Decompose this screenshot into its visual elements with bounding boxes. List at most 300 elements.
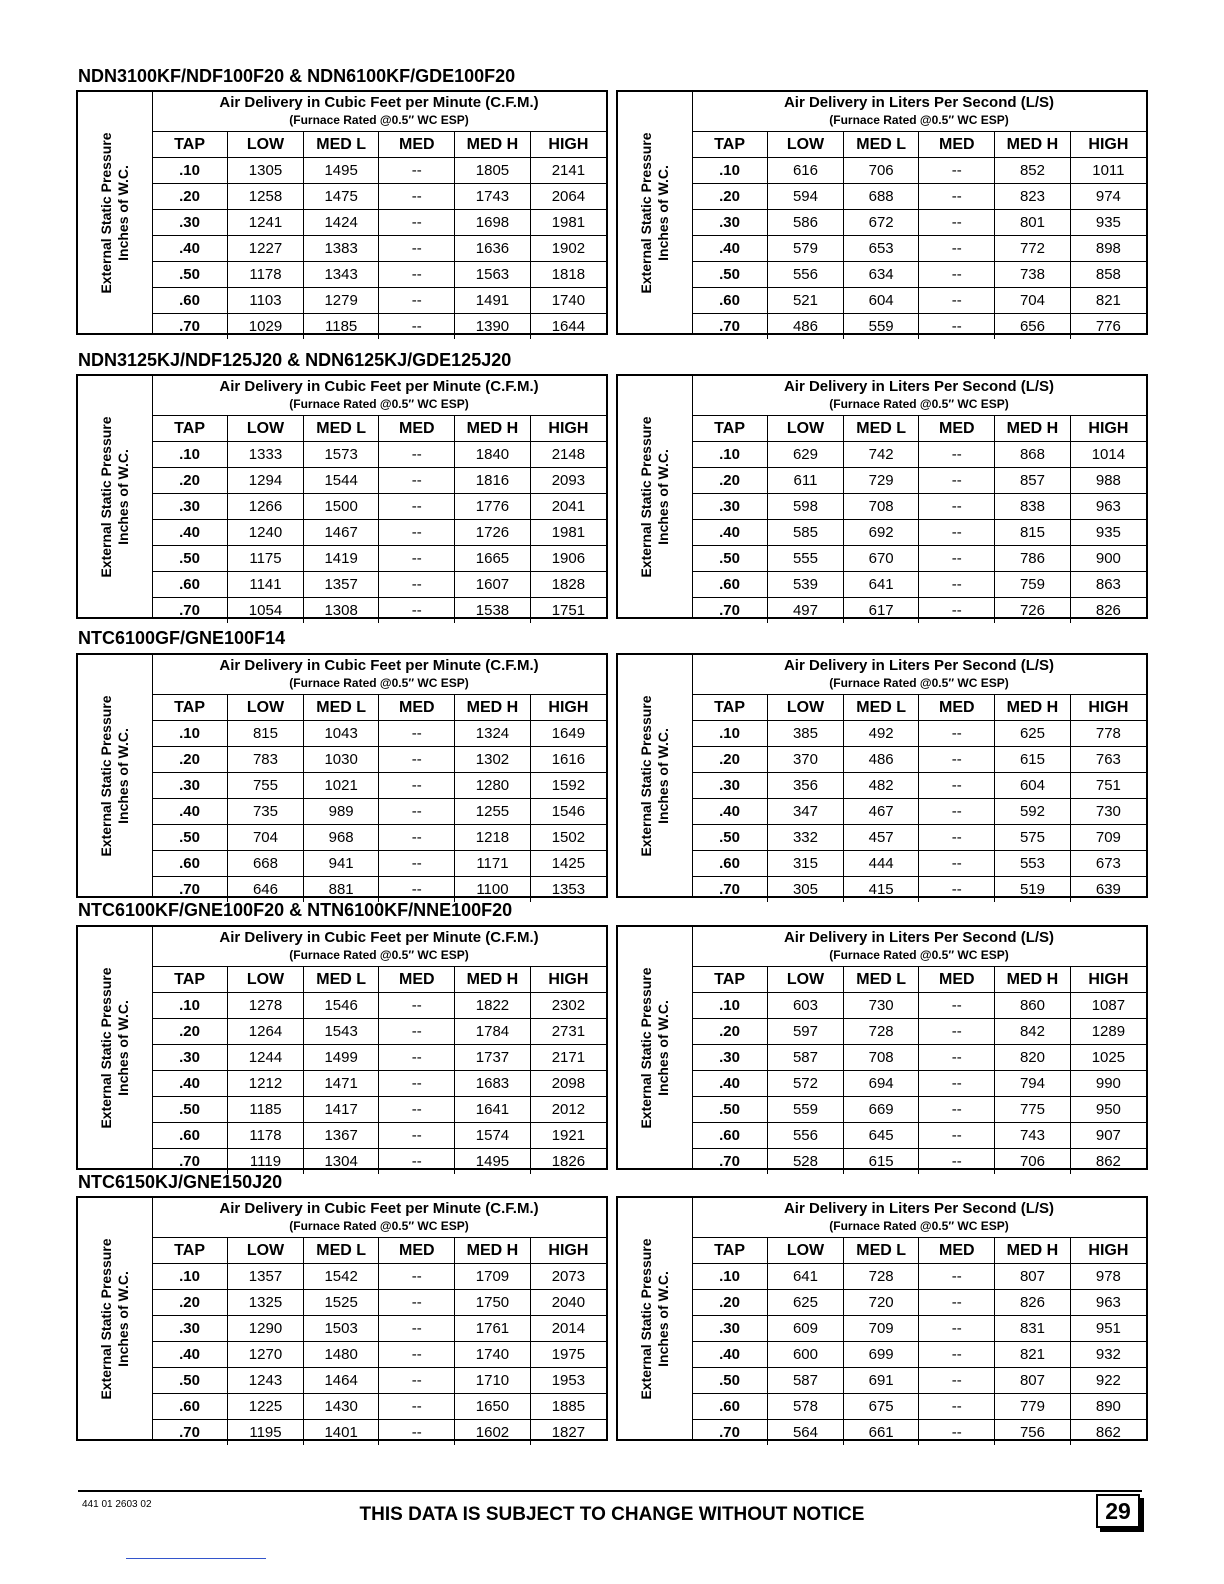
value-cell: --	[379, 877, 455, 903]
value-cell: 2093	[530, 468, 606, 494]
value-cell: 968	[303, 825, 379, 851]
table-row	[152, 1264, 606, 1290]
section-title: NDN3100KF/NDF100F20 & NDN6100KF/GDE100F20	[78, 66, 516, 86]
value-cell: 1353	[530, 877, 606, 903]
column-header: LOW	[228, 132, 304, 158]
tap-cell: .40	[152, 236, 228, 262]
ls-table	[616, 1196, 1148, 1441]
value-cell: 1212	[228, 1071, 304, 1097]
value-cell: 935	[1070, 520, 1146, 546]
value-cell: 951	[1070, 1316, 1146, 1342]
value-cell: --	[379, 1342, 455, 1368]
cfm-table	[76, 374, 608, 619]
value-cell: 1289	[1070, 1019, 1146, 1045]
tap-cell: .60	[152, 1123, 228, 1149]
column-header: MED H	[995, 1238, 1071, 1264]
table-row	[152, 598, 606, 624]
value-cell: 600	[768, 1342, 844, 1368]
value-cell: --	[379, 494, 455, 520]
table-row	[692, 993, 1146, 1019]
value-cell: 1367	[303, 1123, 379, 1149]
column-header: MED H	[455, 416, 531, 442]
value-cell: 1480	[303, 1342, 379, 1368]
tap-cell: .70	[179, 602, 200, 619]
table-row	[152, 851, 606, 877]
table-row	[152, 262, 606, 288]
table-subheading: (Furnace Rated @0.5″ WC ESP)	[829, 948, 1009, 962]
table-row	[692, 210, 1146, 236]
value-cell: 1644	[530, 314, 606, 340]
column-header: LOW	[228, 967, 304, 993]
tap-cell: .40	[152, 1342, 228, 1368]
table-header	[692, 1198, 1146, 1238]
value-cell: 347	[768, 799, 844, 825]
table-header	[692, 376, 1146, 416]
value-cell: 831	[995, 1316, 1071, 1342]
side-label-line1: External Static Pressure	[98, 966, 114, 1129]
value-cell: 305	[768, 877, 844, 903]
value-cell: --	[919, 877, 995, 903]
value-cell: --	[379, 314, 455, 340]
side-label-line2: Inches of W.C.	[115, 448, 131, 545]
value-cell: 556	[768, 1123, 844, 1149]
column-header: LOW	[228, 1238, 304, 1264]
table-row	[692, 468, 1146, 494]
value-cell: --	[919, 468, 995, 494]
value-cell: 669	[843, 1097, 919, 1123]
tap-cell: .10	[152, 993, 228, 1019]
tap-cell: .50	[152, 262, 228, 288]
value-cell: 1784	[455, 1019, 531, 1045]
value-cell: 1683	[455, 1071, 531, 1097]
table-row	[152, 799, 606, 825]
table-row	[152, 1097, 606, 1123]
value-cell: 572	[768, 1071, 844, 1097]
table-row	[692, 747, 1146, 773]
value-cell: 708	[843, 1045, 919, 1071]
column-header: MED L	[303, 695, 379, 721]
table-heading: Air Delivery in Cubic Feet per Minute (C.F.M.)	[219, 1200, 539, 1217]
tap-cell: .60	[692, 1123, 768, 1149]
value-cell: 807	[995, 1368, 1071, 1394]
table-subheading: (Furnace Rated @0.5″ WC ESP)	[829, 1219, 1009, 1233]
value-cell: 941	[303, 851, 379, 877]
column-header: MED H	[455, 695, 531, 721]
table-row	[692, 1019, 1146, 1045]
value-cell: 1538	[455, 598, 531, 624]
value-cell: --	[919, 1290, 995, 1316]
tap-cell: .50	[692, 1368, 768, 1394]
table-row	[692, 799, 1146, 825]
column-header: TAP	[152, 1238, 228, 1264]
tap-cell: .60	[152, 288, 228, 314]
column-header: HIGH	[1070, 416, 1146, 442]
table-row	[152, 546, 606, 572]
value-cell: 815	[228, 721, 304, 747]
section-title: NTC6100KF/GNE100F20 & NTN6100KF/NNE100F20	[78, 900, 513, 920]
value-cell: 863	[1070, 572, 1146, 598]
tap-cell: .10	[152, 158, 228, 184]
value-cell: 1333	[228, 442, 304, 468]
side-label-line1: External Static Pressure	[98, 415, 114, 578]
value-cell: 1294	[228, 468, 304, 494]
table-row	[692, 773, 1146, 799]
value-cell: 1975	[530, 1342, 606, 1368]
value-cell: 1011	[1070, 158, 1146, 184]
tap-cell: .60	[692, 1394, 768, 1420]
value-cell: 553	[995, 851, 1071, 877]
value-cell: 1266	[228, 494, 304, 520]
value-cell: 821	[1070, 288, 1146, 314]
column-header: MED L	[303, 967, 379, 993]
tap-cell: .60	[692, 288, 768, 314]
side-label	[78, 1198, 153, 1439]
side-label-line1: External Static Pressure	[98, 131, 114, 294]
value-cell: 332	[768, 825, 844, 851]
value-cell: 1471	[303, 1071, 379, 1097]
value-cell: 1636	[455, 236, 531, 262]
tap-cell: .30	[692, 494, 768, 520]
tap-cell: .50	[692, 546, 768, 572]
value-cell: --	[919, 799, 995, 825]
value-cell: 1241	[228, 210, 304, 236]
value-cell: 1305	[228, 158, 304, 184]
value-cell: 609	[768, 1316, 844, 1342]
column-header: MED	[379, 1238, 455, 1264]
value-cell: --	[919, 184, 995, 210]
value-cell: 1544	[303, 468, 379, 494]
value-cell: 704	[228, 825, 304, 851]
value-cell: --	[919, 747, 995, 773]
table-subheading: (Furnace Rated @0.5″ WC ESP)	[829, 397, 1009, 411]
value-cell: 978	[1070, 1264, 1146, 1290]
value-cell: 862	[1070, 1149, 1146, 1175]
value-cell: 356	[768, 773, 844, 799]
side-label	[618, 655, 693, 896]
value-cell: --	[379, 158, 455, 184]
tap-cell: .70	[179, 318, 200, 335]
value-cell: 1195	[228, 1420, 304, 1446]
value-cell: --	[919, 288, 995, 314]
value-cell: --	[919, 1420, 995, 1446]
value-cell: 415	[843, 877, 919, 903]
value-cell: 860	[995, 993, 1071, 1019]
value-cell: 1243	[228, 1368, 304, 1394]
tap-cell: .10	[152, 442, 228, 468]
table-row	[152, 877, 606, 903]
side-label-line1: External Static Pressure	[638, 966, 654, 1129]
value-cell: 776	[1070, 314, 1146, 340]
value-cell: 807	[995, 1264, 1071, 1290]
value-cell: 692	[843, 520, 919, 546]
value-cell: 597	[768, 1019, 844, 1045]
tap-cell: .10	[692, 1264, 768, 1290]
value-cell: --	[919, 1045, 995, 1071]
value-cell: 315	[768, 851, 844, 877]
value-cell: 738	[995, 262, 1071, 288]
value-cell: 1357	[228, 1264, 304, 1290]
value-cell: 730	[843, 993, 919, 1019]
table-row	[692, 1316, 1146, 1342]
tap-cell: .20	[152, 184, 228, 210]
table-row	[152, 494, 606, 520]
value-cell: 706	[843, 158, 919, 184]
value-cell: 486	[843, 747, 919, 773]
column-header: MED L	[303, 416, 379, 442]
value-cell: 890	[1070, 1394, 1146, 1420]
value-cell: 742	[843, 442, 919, 468]
value-cell: 521	[768, 288, 844, 314]
value-cell: 670	[843, 546, 919, 572]
value-cell: 821	[995, 1342, 1071, 1368]
value-cell: 2012	[530, 1097, 606, 1123]
column-header: MED L	[843, 967, 919, 993]
column-header: TAP	[692, 967, 768, 993]
table-subheading: (Furnace Rated @0.5″ WC ESP)	[289, 397, 469, 411]
value-cell: 838	[995, 494, 1071, 520]
value-cell: 604	[995, 773, 1071, 799]
value-cell: 641	[768, 1264, 844, 1290]
value-cell: 1805	[455, 158, 531, 184]
tap-cell: .30	[152, 773, 228, 799]
value-cell: 587	[768, 1368, 844, 1394]
tap-cell: .20	[152, 747, 228, 773]
side-label	[78, 376, 153, 617]
value-cell: 858	[1070, 262, 1146, 288]
side-label-line2: Inches of W.C.	[115, 727, 131, 824]
tap-cell: .30	[692, 210, 768, 236]
value-cell: 1641	[455, 1097, 531, 1123]
table-row	[152, 1368, 606, 1394]
tap-cell: .20	[692, 1290, 768, 1316]
column-header: MED	[919, 416, 995, 442]
value-cell: 755	[228, 773, 304, 799]
value-cell: --	[379, 1097, 455, 1123]
value-cell: 1280	[455, 773, 531, 799]
table-header	[152, 376, 606, 416]
column-header: MED L	[843, 695, 919, 721]
value-cell: 1087	[1070, 993, 1146, 1019]
table-row	[152, 1071, 606, 1097]
side-label-line1: External Static Pressure	[98, 1237, 114, 1400]
table-row	[692, 158, 1146, 184]
value-cell: 988	[1070, 468, 1146, 494]
value-cell: 1906	[530, 546, 606, 572]
side-label-line2: Inches of W.C.	[655, 448, 671, 545]
tap-cell: .70	[719, 1424, 740, 1441]
value-cell: 1740	[530, 288, 606, 314]
value-cell: --	[379, 1071, 455, 1097]
value-cell: 625	[768, 1290, 844, 1316]
side-label-line2: Inches of W.C.	[655, 164, 671, 261]
side-label-line2: Inches of W.C.	[115, 164, 131, 261]
tap-cell: .40	[692, 520, 768, 546]
cfm-table	[76, 1196, 608, 1441]
column-header: MED H	[995, 967, 1071, 993]
value-cell: 1119	[228, 1149, 304, 1175]
value-cell: --	[919, 825, 995, 851]
value-cell: 1419	[303, 546, 379, 572]
table-row	[692, 877, 1146, 903]
column-header: LOW	[228, 695, 304, 721]
value-cell: 585	[768, 520, 844, 546]
value-cell: --	[919, 1394, 995, 1420]
table-row	[692, 314, 1146, 340]
value-cell: --	[379, 1420, 455, 1446]
tap-cell: .60	[152, 572, 228, 598]
value-cell: 482	[843, 773, 919, 799]
table-subheading: (Furnace Rated @0.5″ WC ESP)	[289, 113, 469, 127]
value-cell: 1828	[530, 572, 606, 598]
value-cell: 1546	[303, 993, 379, 1019]
table-row	[152, 1045, 606, 1071]
table-row	[152, 721, 606, 747]
value-cell: 1467	[303, 520, 379, 546]
column-header: MED	[379, 967, 455, 993]
value-cell: 1054	[228, 598, 304, 624]
tap-cell: .10	[152, 1264, 228, 1290]
value-cell: 2064	[530, 184, 606, 210]
value-cell: 492	[843, 721, 919, 747]
value-cell: --	[919, 598, 995, 624]
table-row	[152, 158, 606, 184]
table-row	[692, 262, 1146, 288]
value-cell: 653	[843, 236, 919, 262]
value-cell: 989	[303, 799, 379, 825]
value-cell: 2014	[530, 1316, 606, 1342]
value-cell: 559	[768, 1097, 844, 1123]
table-row	[152, 993, 606, 1019]
value-cell: 564	[768, 1420, 844, 1446]
value-cell: --	[919, 993, 995, 1019]
side-label-line1: External Static Pressure	[638, 694, 654, 857]
table-row	[692, 236, 1146, 262]
value-cell: 1563	[455, 262, 531, 288]
value-cell: 1357	[303, 572, 379, 598]
value-cell: 598	[768, 494, 844, 520]
value-cell: 559	[843, 314, 919, 340]
value-cell: 2148	[530, 442, 606, 468]
value-cell: --	[379, 1149, 455, 1175]
table-row	[692, 1149, 1146, 1175]
table-subheading: (Furnace Rated @0.5″ WC ESP)	[829, 676, 1009, 690]
table-row	[692, 1394, 1146, 1420]
tap-cell: .10	[692, 721, 768, 747]
table-row	[692, 288, 1146, 314]
tap-cell: .40	[692, 236, 768, 262]
value-cell: 706	[995, 1149, 1071, 1175]
table-row	[692, 184, 1146, 210]
tap-cell: .70	[179, 1153, 200, 1170]
column-header: TAP	[152, 416, 228, 442]
value-cell: 815	[995, 520, 1071, 546]
value-cell: 1726	[455, 520, 531, 546]
value-cell: 779	[995, 1394, 1071, 1420]
value-cell: 1650	[455, 1394, 531, 1420]
tap-cell: .20	[152, 1290, 228, 1316]
value-cell: 1750	[455, 1290, 531, 1316]
value-cell: 1902	[530, 236, 606, 262]
value-cell: 1225	[228, 1394, 304, 1420]
table-row	[692, 598, 1146, 624]
value-cell: 1324	[455, 721, 531, 747]
column-header: MED	[379, 416, 455, 442]
value-cell: 645	[843, 1123, 919, 1149]
table-header	[692, 92, 1146, 132]
tap-cell: .50	[692, 825, 768, 851]
value-cell: --	[919, 236, 995, 262]
column-header: HIGH	[530, 967, 606, 993]
value-cell: 1141	[228, 572, 304, 598]
value-cell: 1475	[303, 184, 379, 210]
tap-cell: .50	[692, 1097, 768, 1123]
value-cell: 1425	[530, 851, 606, 877]
value-cell: 763	[1070, 747, 1146, 773]
value-cell: 1021	[303, 773, 379, 799]
value-cell: --	[919, 1368, 995, 1394]
column-header: HIGH	[1070, 1238, 1146, 1264]
value-cell: 2171	[530, 1045, 606, 1071]
table-subheading: (Furnace Rated @0.5″ WC ESP)	[289, 676, 469, 690]
ls-table	[616, 374, 1148, 619]
column-header: MED	[379, 695, 455, 721]
value-cell: 1278	[228, 993, 304, 1019]
value-cell: 1822	[455, 993, 531, 1019]
table-row	[152, 825, 606, 851]
value-cell: --	[379, 825, 455, 851]
value-cell: 1279	[303, 288, 379, 314]
value-cell: 1290	[228, 1316, 304, 1342]
value-cell: 688	[843, 184, 919, 210]
value-cell: 616	[768, 158, 844, 184]
side-label-line1: External Static Pressure	[638, 415, 654, 578]
table-row	[152, 1123, 606, 1149]
value-cell: 1776	[455, 494, 531, 520]
table-header	[152, 1198, 606, 1238]
table-heading: Air Delivery in Cubic Feet per Minute (C.F.M.)	[219, 94, 539, 111]
value-cell: 950	[1070, 1097, 1146, 1123]
column-header: TAP	[152, 132, 228, 158]
value-cell: 801	[995, 210, 1071, 236]
column-header: HIGH	[1070, 695, 1146, 721]
tap-cell: .60	[152, 851, 228, 877]
table-row	[152, 773, 606, 799]
column-header: HIGH	[530, 416, 606, 442]
value-cell: --	[379, 1019, 455, 1045]
value-cell: 2041	[530, 494, 606, 520]
value-cell: 842	[995, 1019, 1071, 1045]
value-cell: --	[379, 210, 455, 236]
tap-cell: .10	[692, 993, 768, 1019]
tap-cell: .50	[152, 825, 228, 851]
value-cell: 1390	[455, 314, 531, 340]
tap-cell: .30	[692, 773, 768, 799]
tap-cell: .20	[692, 1019, 768, 1045]
table-header	[692, 655, 1146, 695]
value-cell: 1401	[303, 1420, 379, 1446]
value-cell: 730	[1070, 799, 1146, 825]
value-cell: 457	[843, 825, 919, 851]
value-cell: --	[379, 1368, 455, 1394]
value-cell: --	[379, 773, 455, 799]
table-row	[152, 572, 606, 598]
decorative-blue-line	[126, 1558, 266, 1559]
value-cell: --	[919, 1149, 995, 1175]
value-cell: --	[919, 1019, 995, 1045]
column-header: MED H	[995, 132, 1071, 158]
table-row	[152, 236, 606, 262]
tap-cell: .50	[152, 1368, 228, 1394]
